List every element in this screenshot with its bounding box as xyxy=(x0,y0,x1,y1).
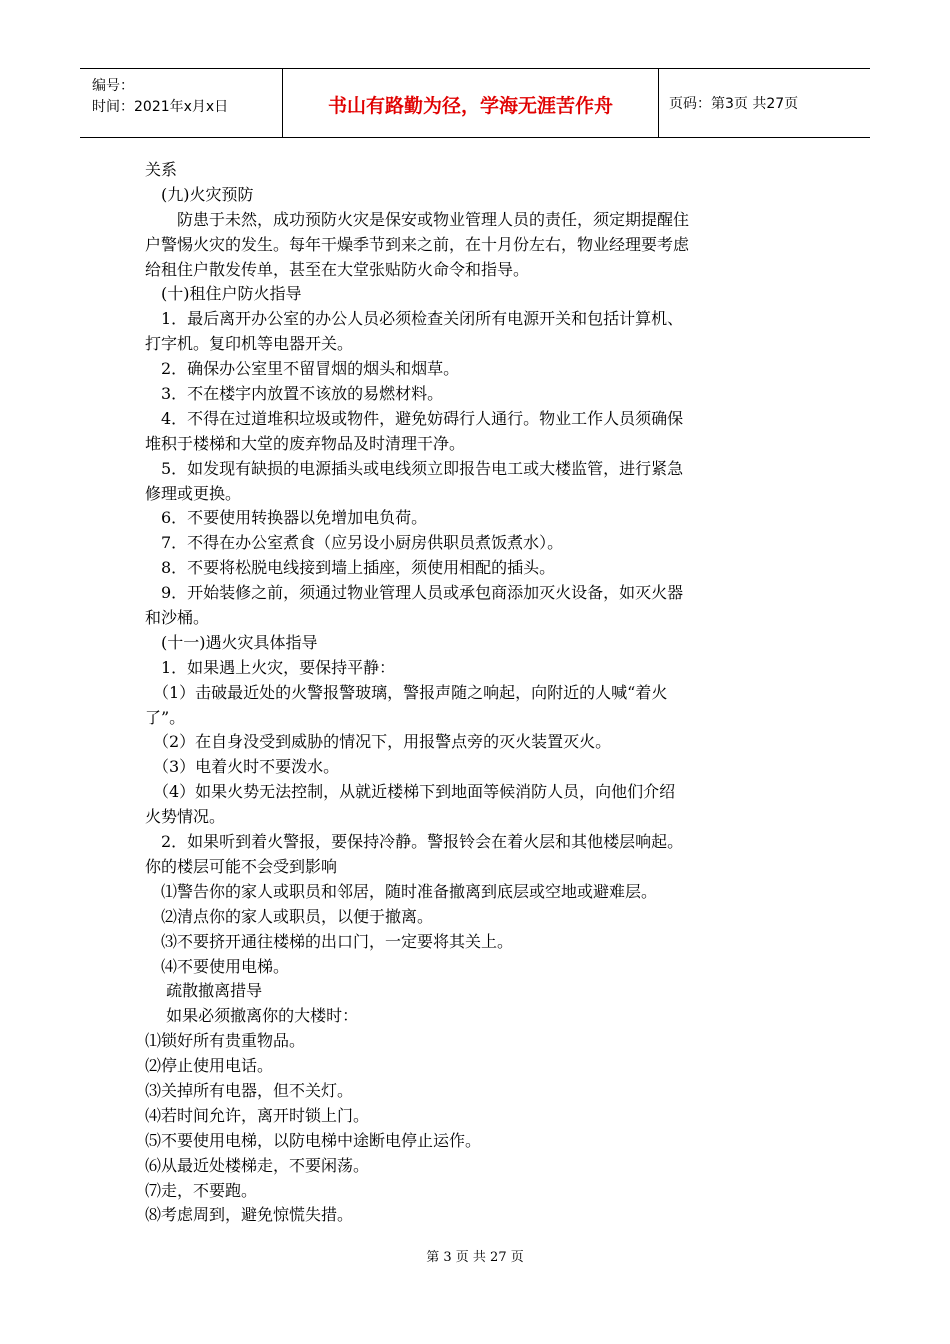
body-line: （4）如果火势无法控制，从就近楼梯下到地面等候消防人员，向他们介绍 xyxy=(145,782,676,802)
body-line: 5．如发现有缺损的电源插头或电线须立即报告电工或大楼监管，进行紧急 xyxy=(145,458,684,478)
body-line: ⑷不要使用电梯。 xyxy=(145,956,290,976)
body-line: 6．不要使用转换器以免增加电负荷。 xyxy=(145,508,428,528)
page-footer: 第 3 页 共 27 页 xyxy=(426,1250,524,1265)
body-line: ⑵停止使用电话。 xyxy=(145,1056,274,1076)
body-line: 修理或更换。 xyxy=(145,483,242,503)
body-line: ⑻考虑周到，避免惊慌失措。 xyxy=(145,1205,354,1225)
body-line: ⑸不要使用电梯，以防电梯中途断电停止运作。 xyxy=(145,1130,482,1150)
body-line: 疏散撤离措导 xyxy=(145,981,263,1001)
body-line: 1．如果遇上火灾，要保持平静： xyxy=(145,657,396,677)
header-motto: 书山有路勤为径，学海无涯苦作舟 xyxy=(327,95,613,117)
body-line: 4．不得在过道堆积垃圾或物件，避免妨碍行人通行。物业工作人员须确保 xyxy=(145,408,684,428)
body-line: 7．不得在办公室煮食（应另设小厨房供职员煮饭煮水）。 xyxy=(145,533,564,553)
header-middle-cell xyxy=(283,69,659,137)
page-header xyxy=(80,68,870,138)
body-line: 了”。 xyxy=(145,707,186,727)
body-line: ⑹从最近处楼梯走，不要闲荡。 xyxy=(145,1155,370,1175)
body-line: 8．不要将松脱电线接到墙上插座，须使用相配的插头。 xyxy=(145,558,556,578)
body-line: 3．不在楼宇内放置不该放的易燃材料。 xyxy=(145,384,444,404)
header-page-info: 页码：第3页 共27页 xyxy=(669,96,799,112)
body-line: 2．如果听到着火警报，要保持冷静。警报铃会在着火层和其他楼层响起。 xyxy=(145,832,684,852)
body-line: 给租住户散发传单，甚至在大堂张贴防火命令和指导。 xyxy=(145,259,530,279)
body-line: 1．最后离开办公室的办公人员必须检查关闭所有电源开关和包括计算机、 xyxy=(145,309,684,329)
body-line: 你的楼层可能不会受到影响 xyxy=(145,856,338,876)
header-right-cell xyxy=(659,69,870,137)
body-line: （3）电着火时不要泼水。 xyxy=(145,757,340,777)
body-line: 火势情况。 xyxy=(145,807,226,827)
body-line: ⑷若时间允许，离开时锁上门。 xyxy=(145,1105,370,1125)
body-line: （1）击破最近处的火警报警玻璃，警报声随之响起，向附近的人喊“着火 xyxy=(145,682,668,702)
body-line: ⑴警告你的家人或职员和邻居，随时准备撤离到底层或空地或避难层。 xyxy=(145,881,658,901)
body-line: ⑵清点你的家人或职员，以便于撤离。 xyxy=(145,906,434,926)
body-line: 堆积于楼梯和大堂的废弃物品及时清理干净。 xyxy=(145,433,466,453)
body-line: (九)火灾预防 xyxy=(145,184,254,204)
body-line: ⑶不要挤开通往楼梯的出口门，一定要将其关上。 xyxy=(145,931,514,951)
body-line: 打字机。复印机等电器开关。 xyxy=(145,334,354,354)
body-line: 户警惕火灾的发生。每年干燥季节到来之前，在十月份左右，物业经理要考虑 xyxy=(145,234,690,254)
time-label: 时间：2021年x月x日 xyxy=(92,99,229,115)
serial-label: 编号： xyxy=(92,78,134,94)
body-line: （2）在自身没受到威胁的情况下，用报警点旁的灭火装置灭火。 xyxy=(145,732,612,752)
body-line: 9．开始装修之前，须通过物业管理人员或承包商添加灭火设备，如灭火器 xyxy=(145,583,684,603)
body-line: 关系 xyxy=(145,160,178,179)
body-line: ⑶关掉所有电器，但不关灯。 xyxy=(145,1080,354,1100)
header-left-cell xyxy=(80,69,283,137)
body-line: 2．确保办公室里不留冒烟的烟头和烟草。 xyxy=(145,359,460,379)
body-line: 和沙桶。 xyxy=(145,608,210,628)
document-body xyxy=(145,158,810,1228)
body-line: 如果必须撤离你的大楼时： xyxy=(145,1006,359,1026)
body-line: ⑺走，不要跑。 xyxy=(145,1180,258,1200)
body-line: (十一)遇火灾具体指导 xyxy=(145,632,318,652)
body-line: (十)租住户防火指导 xyxy=(145,284,302,304)
body-line: ⑴锁好所有贵重物品。 xyxy=(145,1031,306,1051)
body-line: 防患于未然，成功预防火灾是保安或物业管理人员的责任，须定期提醒住 xyxy=(145,209,690,229)
